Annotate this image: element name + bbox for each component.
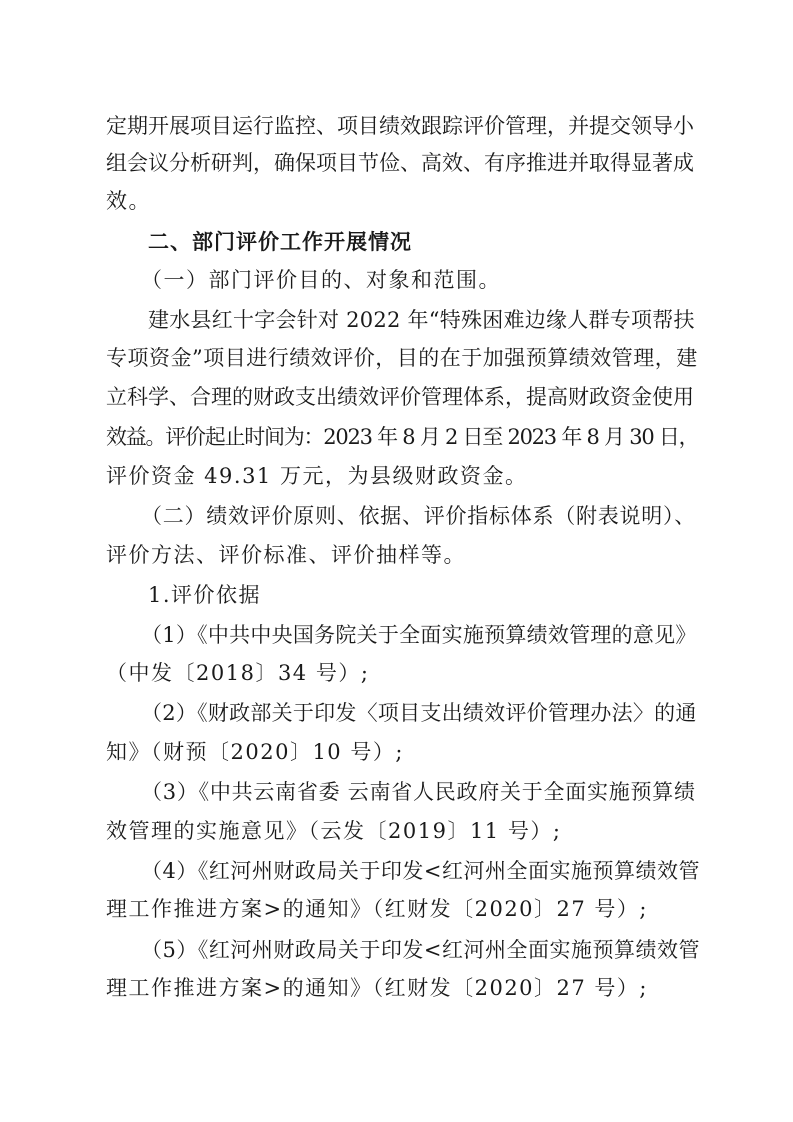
reference-item: （4）《红河州财政局关于印发<红河州全面实施预算绩效管: [141, 859, 700, 883]
reference-item-continuation: 理工作推进方案>的通知》（红财发〔2020〕27 号）;: [106, 976, 649, 1000]
item-heading: 1.评价依据: [148, 583, 262, 607]
body-text-line: 定期开展项目运行监控、项目绩效跟踪评价管理，并提交领导小: [106, 114, 694, 138]
subsection-heading: （二）绩效评价原则、依据、评价指标体系（附表说明）、: [141, 504, 696, 528]
subsection-heading: （一）部门评价目的、对象和范围。: [141, 268, 501, 292]
body-text-line: 评价资金 49.31 万元，为县级财政资金。: [106, 464, 528, 488]
body-text-line: 建水县红十字会针对 2022 年“特殊困难边缘人群专项帮扶: [148, 308, 695, 332]
reference-item: （2）《财政部关于印发〈项目支出绩效评价管理办法〉的通: [141, 701, 697, 725]
reference-item-continuation: 知》（财预〔2020〕10 号）;: [106, 740, 404, 764]
reference-item: （3）《中共云南省委 云南省人民政府关于全面实施预算绩: [141, 780, 696, 804]
reference-item-continuation: 效管理的实施意见》（云发〔2019〕11 号）;: [106, 819, 562, 843]
reference-item: （1）《中共中央国务院关于全面实施预算绩效管理的意见》: [141, 623, 697, 647]
body-text-line: 立科学、合理的财政支出绩效评价管理体系，提高财政资金使用: [106, 385, 694, 409]
body-text-line: 效益。评价起止时间为：2023 年 8 月 2 日至 2023 年 8 月 30 日，: [106, 425, 699, 449]
section-heading: 二、部门评价工作开展情况: [148, 230, 412, 254]
body-text-line: 效。: [106, 189, 151, 213]
body-text-line: 评价方法、评价标准、评价抽样等。: [106, 543, 466, 567]
body-text-line: 专项资金”项目进行绩效评价，目的在于加强预算绩效管理，建: [106, 346, 698, 370]
body-text-line: 组会议分析研判，确保项目节俭、高效、有序推进并取得显著成: [106, 151, 694, 175]
reference-item-continuation: （中发〔2018〕34 号）;: [106, 661, 370, 685]
reference-item-continuation: 理工作推进方案>的通知》（红财发〔2020〕27 号）;: [106, 897, 649, 921]
reference-item: （5）《红河州财政局关于印发<红河州全面实施预算绩效管: [141, 938, 700, 962]
